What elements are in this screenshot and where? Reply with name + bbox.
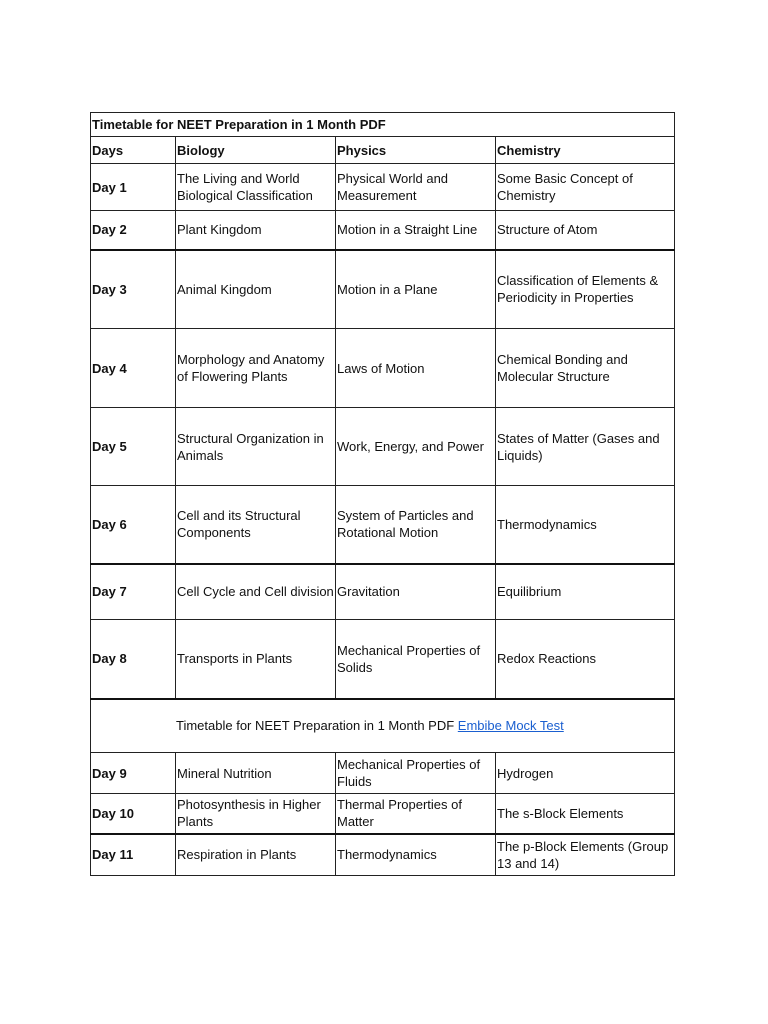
biology-cell: The Living and World Biological Classification <box>176 164 336 211</box>
physics-cell: Thermal Properties of Matter <box>336 794 496 834</box>
table-row <box>91 486 675 564</box>
table-row <box>91 620 675 699</box>
biology-cell: Animal Kingdom <box>176 250 336 329</box>
chemistry-cell: Classification of Elements & Periodicity in Properties <box>496 250 675 329</box>
table-row <box>91 753 675 794</box>
physics-cell: Mechanical Properties of Fluids <box>336 753 496 794</box>
physics-cell: Gravitation <box>336 564 496 620</box>
header-physics: Physics <box>336 137 496 164</box>
day-cell: Day 1 <box>91 164 176 211</box>
table-title: Timetable for NEET Preparation in 1 Month PDF <box>91 113 675 137</box>
day-cell: Day 7 <box>91 564 176 620</box>
day-cell: Day 3 <box>91 250 176 329</box>
day-cell: Day 9 <box>91 753 176 794</box>
physics-cell: Laws of Motion <box>336 329 496 408</box>
physics-cell: Motion in a Straight Line <box>336 211 496 250</box>
day-cell: Day 4 <box>91 329 176 408</box>
day-cell: Day 11 <box>91 834 176 876</box>
chemistry-cell: Equilibrium <box>496 564 675 620</box>
chemistry-cell: Structure of Atom <box>496 211 675 250</box>
day-cell: Day 6 <box>91 486 176 564</box>
neet-timetable <box>90 112 675 876</box>
chemistry-cell: Hydrogen <box>496 753 675 794</box>
biology-cell: Structural Organization in Animals <box>176 408 336 486</box>
chemistry-cell: Some Basic Concept of Chemistry <box>496 164 675 211</box>
physics-cell: Work, Energy, and Power <box>336 408 496 486</box>
table-row <box>91 329 675 408</box>
day-cell: Day 10 <box>91 794 176 834</box>
physics-cell: Motion in a Plane <box>336 250 496 329</box>
biology-cell: Morphology and Anatomy of Flowering Plants <box>176 329 336 408</box>
table-row <box>91 794 675 834</box>
table-row <box>91 164 675 211</box>
day-cell: Day 8 <box>91 620 176 699</box>
biology-cell: Cell Cycle and Cell division <box>176 564 336 620</box>
biology-cell: Cell and its Structural Components <box>176 486 336 564</box>
table-row <box>91 250 675 329</box>
biology-cell: Photosynthesis in Higher Plants <box>176 794 336 834</box>
physics-cell: Physical World and Measurement <box>336 164 496 211</box>
title-row <box>91 113 675 137</box>
biology-cell: Plant Kingdom <box>176 211 336 250</box>
day-cell: Day 5 <box>91 408 176 486</box>
header-biology: Biology <box>176 137 336 164</box>
table-row <box>91 834 675 876</box>
physics-cell: Thermodynamics <box>336 834 496 876</box>
physics-cell: Mechanical Properties of Solids <box>336 620 496 699</box>
chemistry-cell: States of Matter (Gases and Liquids) <box>496 408 675 486</box>
chemistry-cell: Chemical Bonding and Molecular Structure <box>496 329 675 408</box>
banner-row <box>91 699 675 753</box>
banner-cell <box>91 699 675 753</box>
chemistry-cell: Redox Reactions <box>496 620 675 699</box>
table-row <box>91 408 675 486</box>
header-chemistry: Chemistry <box>496 137 675 164</box>
table-row <box>91 211 675 250</box>
chemistry-cell: Thermodynamics <box>496 486 675 564</box>
physics-cell: System of Particles and Rotational Motion <box>336 486 496 564</box>
table-row <box>91 564 675 620</box>
banner-text: Timetable for NEET Preparation in 1 Month PDF <box>176 718 458 734</box>
header-row <box>91 137 675 164</box>
header-days: Days <box>91 137 176 164</box>
biology-cell: Transports in Plants <box>176 620 336 699</box>
chemistry-cell: The s-Block Elements <box>496 794 675 834</box>
day-cell: Day 2 <box>91 211 176 250</box>
biology-cell: Mineral Nutrition <box>176 753 336 794</box>
biology-cell: Respiration in Plants <box>176 834 336 876</box>
embibe-mock-test-link[interactable]: Embibe Mock Test <box>457 718 564 734</box>
chemistry-cell: The p-Block Elements (Group 13 and 14) <box>496 834 675 876</box>
